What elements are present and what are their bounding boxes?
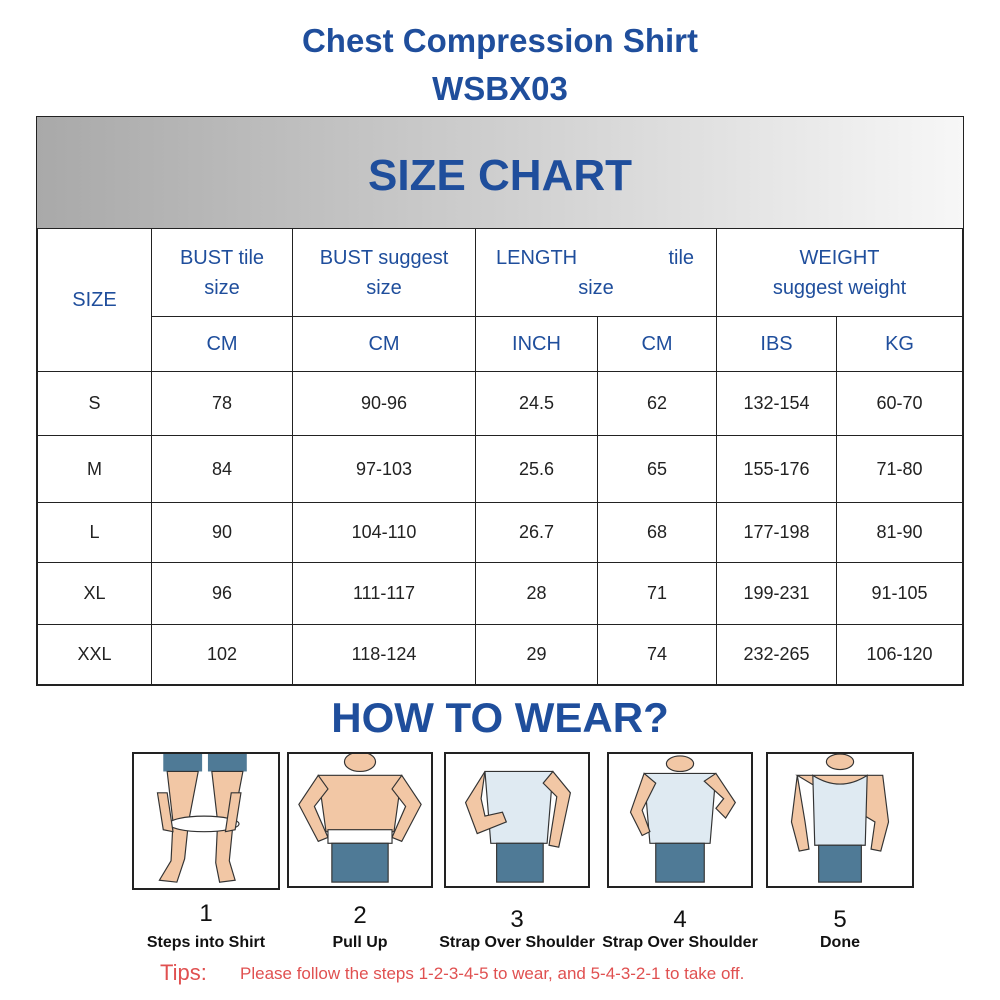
table-cell: 90 bbox=[152, 503, 293, 563]
step-label: Pull Up bbox=[332, 934, 388, 951]
table-cell: 24.5 bbox=[476, 372, 598, 436]
how-to-wear-title: HOW TO WEAR? bbox=[331, 694, 669, 741]
product-title: Chest Compression Shirt bbox=[301, 22, 699, 59]
table-cell: 74 bbox=[598, 625, 717, 685]
table-cell: 71-80 bbox=[837, 436, 963, 503]
table-cell: 132-154 bbox=[717, 372, 837, 436]
table-cell: 26.7 bbox=[476, 503, 598, 563]
table-cell: 102 bbox=[152, 625, 293, 685]
unit-cell: KG bbox=[837, 317, 963, 372]
strap-over-shoulder-2-illustration bbox=[607, 752, 753, 888]
step-number: 1 bbox=[199, 900, 213, 927]
header-row bbox=[38, 229, 963, 317]
step-4 bbox=[602, 752, 758, 951]
size-cell: M bbox=[38, 436, 152, 503]
size-cell: L bbox=[38, 503, 152, 563]
size-chart-banner bbox=[37, 117, 963, 229]
table-cell: 29 bbox=[476, 625, 598, 685]
table-cell: 104-110 bbox=[293, 503, 476, 563]
step-number: 5 bbox=[833, 906, 847, 933]
table-cell: 78 bbox=[152, 372, 293, 436]
size-chart-title: SIZE CHART bbox=[368, 150, 632, 200]
tips-text: Please follow the steps 1-2-3-4-5 to wear, and 5-4-3-2-1 to take off. bbox=[240, 964, 745, 983]
table-row bbox=[38, 436, 963, 503]
table-cell: 81-90 bbox=[837, 503, 963, 563]
done-illustration bbox=[766, 752, 914, 888]
table-cell: 111-117 bbox=[293, 563, 476, 625]
steps-into-shirt-illustration bbox=[132, 752, 280, 890]
unit-row bbox=[38, 317, 963, 372]
table-cell: 232-265 bbox=[717, 625, 837, 685]
step-1 bbox=[132, 752, 280, 951]
size-cell: XXL bbox=[38, 625, 152, 685]
step-3 bbox=[439, 752, 595, 951]
step-label: Strap Over Shoulder bbox=[602, 934, 758, 951]
table-cell: 118-124 bbox=[293, 625, 476, 685]
table-row bbox=[38, 372, 963, 436]
table-cell: 199-231 bbox=[717, 563, 837, 625]
product-model: WSBX03 bbox=[432, 70, 568, 107]
size-cell: S bbox=[38, 372, 152, 436]
table-cell: 60-70 bbox=[837, 372, 963, 436]
table-cell: 68 bbox=[598, 503, 717, 563]
table-cell: 28 bbox=[476, 563, 598, 625]
table-cell: 106-120 bbox=[837, 625, 963, 685]
table-cell: 71 bbox=[598, 563, 717, 625]
col-size-header: SIZE bbox=[38, 229, 152, 372]
col-length-header: LENGTH tile size bbox=[476, 229, 717, 317]
tips-label: Tips: bbox=[160, 960, 207, 985]
step-number: 3 bbox=[510, 906, 524, 933]
col-bust-tile-header: BUST tile size bbox=[152, 229, 293, 317]
table-row bbox=[38, 503, 963, 563]
table-cell: 90-96 bbox=[293, 372, 476, 436]
step-label: Strap Over Shoulder bbox=[439, 934, 595, 951]
table-row bbox=[38, 563, 963, 625]
col-bust-suggest-header: BUST suggest size bbox=[293, 229, 476, 317]
table-cell: 84 bbox=[152, 436, 293, 503]
table-cell: 62 bbox=[598, 372, 717, 436]
step-number: 2 bbox=[353, 902, 367, 929]
size-cell: XL bbox=[38, 563, 152, 625]
step-label: Done bbox=[820, 934, 860, 951]
step-number: 4 bbox=[673, 906, 687, 933]
pull-up-illustration bbox=[287, 752, 433, 888]
col-weight-header: WEIGHT suggest weight bbox=[717, 229, 963, 317]
step-2 bbox=[287, 752, 433, 951]
size-table bbox=[37, 228, 963, 685]
table-cell: 65 bbox=[598, 436, 717, 503]
step-label: Steps into Shirt bbox=[146, 934, 266, 951]
unit-cell: IBS bbox=[717, 317, 837, 372]
table-cell: 155-176 bbox=[717, 436, 837, 503]
table-cell: 96 bbox=[152, 563, 293, 625]
table-cell: 177-198 bbox=[717, 503, 837, 563]
table-cell: 97-103 bbox=[293, 436, 476, 503]
strap-over-shoulder-illustration bbox=[444, 752, 590, 888]
table-cell: 91-105 bbox=[837, 563, 963, 625]
size-chart bbox=[36, 116, 964, 686]
unit-cell: CM bbox=[152, 317, 293, 372]
table-row bbox=[38, 625, 963, 685]
unit-cell: CM bbox=[293, 317, 476, 372]
unit-cell: CM bbox=[598, 317, 717, 372]
step-5 bbox=[766, 752, 914, 951]
table-cell: 25.6 bbox=[476, 436, 598, 503]
unit-cell: INCH bbox=[476, 317, 598, 372]
